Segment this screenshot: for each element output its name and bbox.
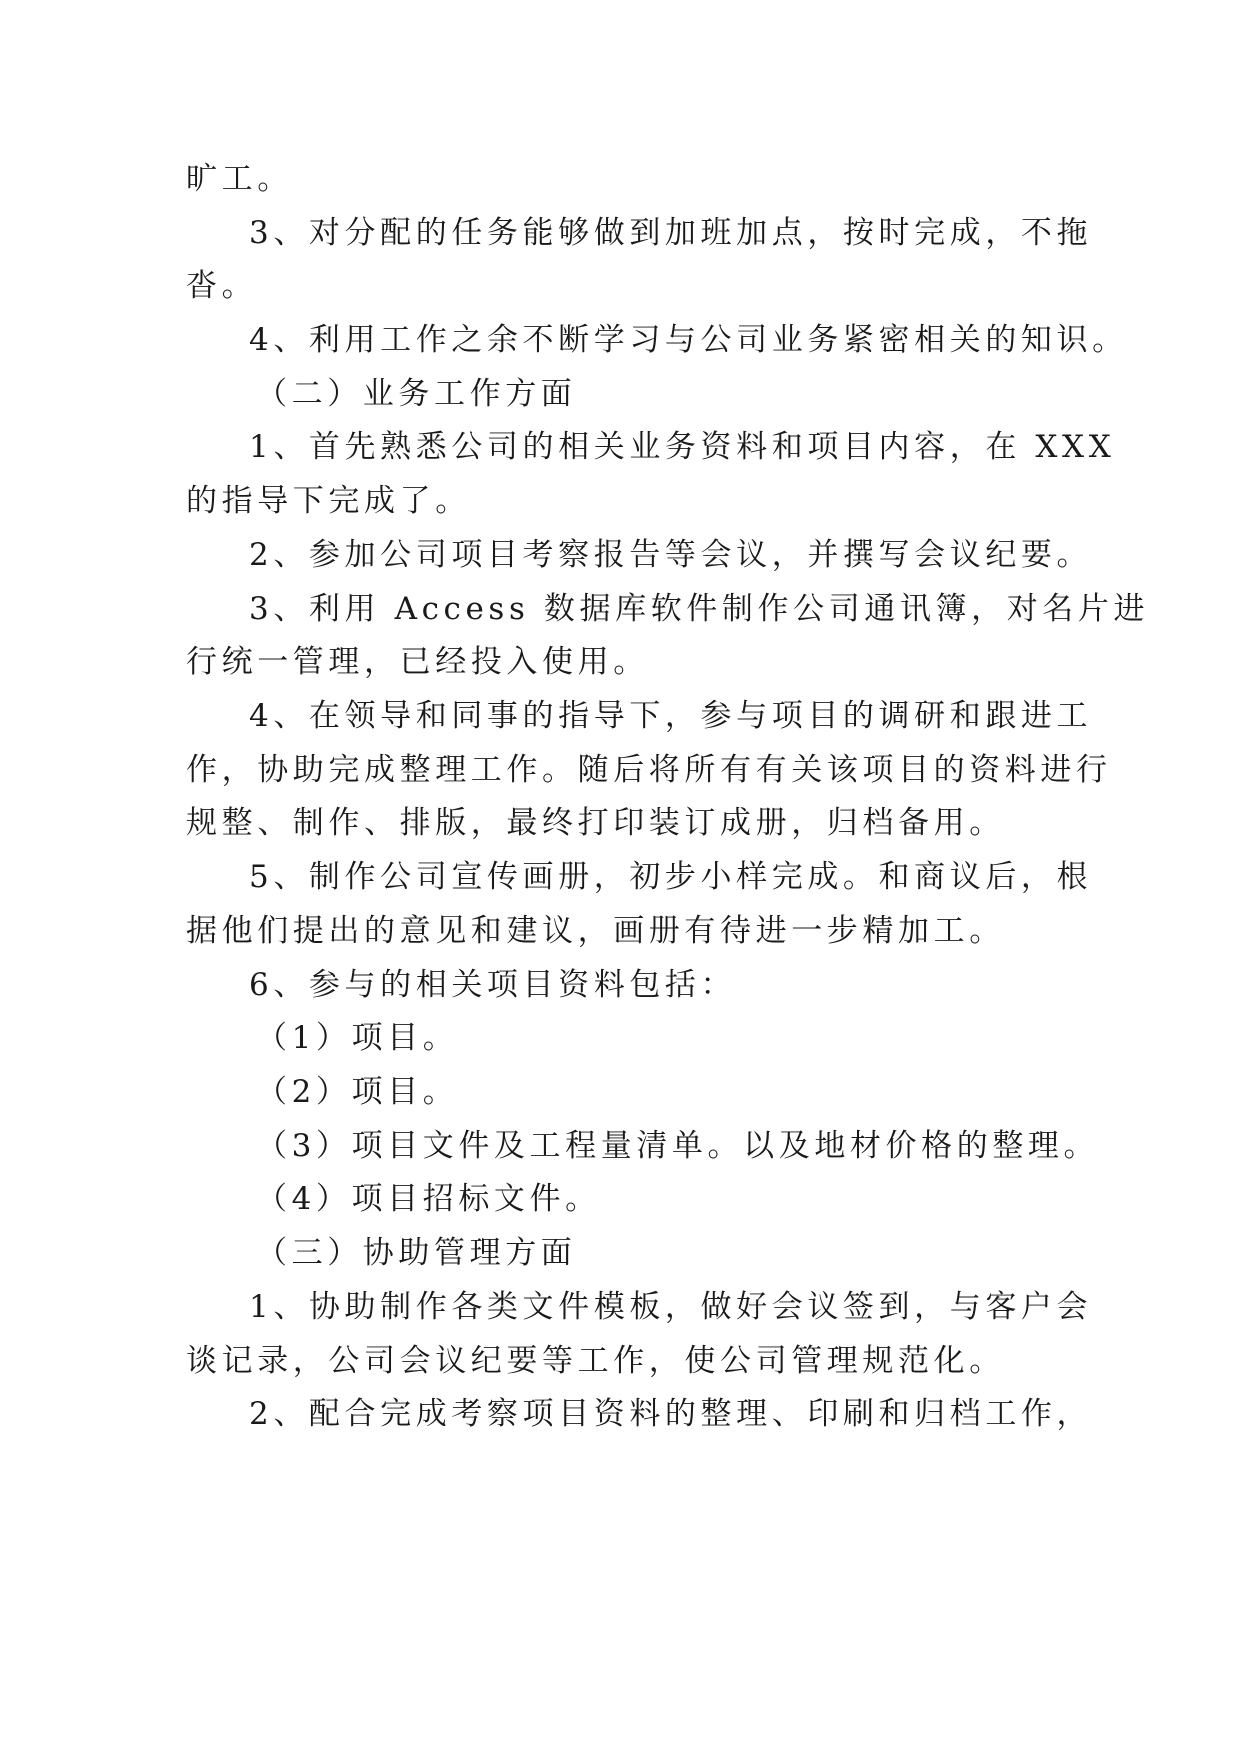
list-item: （4）项目招标文件。 — [256, 1181, 601, 1217]
text-line: 作，协助完成整理工作。随后将所有有关该项目的资料进行 — [186, 752, 1112, 788]
text-line: 的指导下完成了。 — [186, 483, 471, 519]
text-line: 2、配合完成考察项目资料的整理、印刷和归档工作， — [249, 1396, 1093, 1432]
text-line: 5、制作公司宣传画册，初步小样完成。和商议后，根 — [249, 859, 1093, 895]
text-line: 2、参加公司项目考察报告等会议，并撰写会议纪要。 — [249, 537, 1093, 573]
text-line: 3、对分配的任务能够做到加班加点，按时完成，不拖 — [249, 215, 1093, 251]
text-line: 旷工。 — [186, 161, 293, 197]
text-line: 据他们提出的意见和建议，画册有待进一步精加工。 — [186, 913, 1005, 949]
text-line: 1、协助制作各类文件模板，做好会议签到，与客户会 — [249, 1289, 1093, 1325]
text-line: 谈记录，公司会议纪要等工作，使公司管理规范化。 — [186, 1343, 1005, 1379]
list-item: （2）项目。 — [256, 1074, 459, 1110]
section-heading: （三）协助管理方面 — [256, 1235, 577, 1271]
text-line: 1、首先熟悉公司的相关业务资料和项目内容，在 XXX — [249, 429, 1116, 465]
text-line: 6、参与的相关项目资料包括： — [249, 967, 737, 1003]
text-line: 3、利用 Access 数据库软件制作公司通讯簿，对名片进 — [249, 591, 1150, 627]
text-line: 沓。 — [186, 268, 258, 304]
list-item: （3）项目文件及工程量清单。以及地材价格的整理。 — [256, 1128, 1100, 1164]
section-heading: （二）业务工作方面 — [256, 376, 577, 412]
text-line: 4、利用工作之余不断学习与公司业务紧密相关的知识。 — [249, 322, 1128, 358]
list-item: （1）项目。 — [256, 1020, 459, 1056]
text-line: 规整、制作、排版，最终打印装订成册，归档备用。 — [186, 805, 1005, 841]
text-line: 4、在领导和同事的指导下，参与项目的调研和跟进工 — [249, 698, 1093, 734]
text-line: 行统一管理，已经投入使用。 — [186, 644, 649, 680]
